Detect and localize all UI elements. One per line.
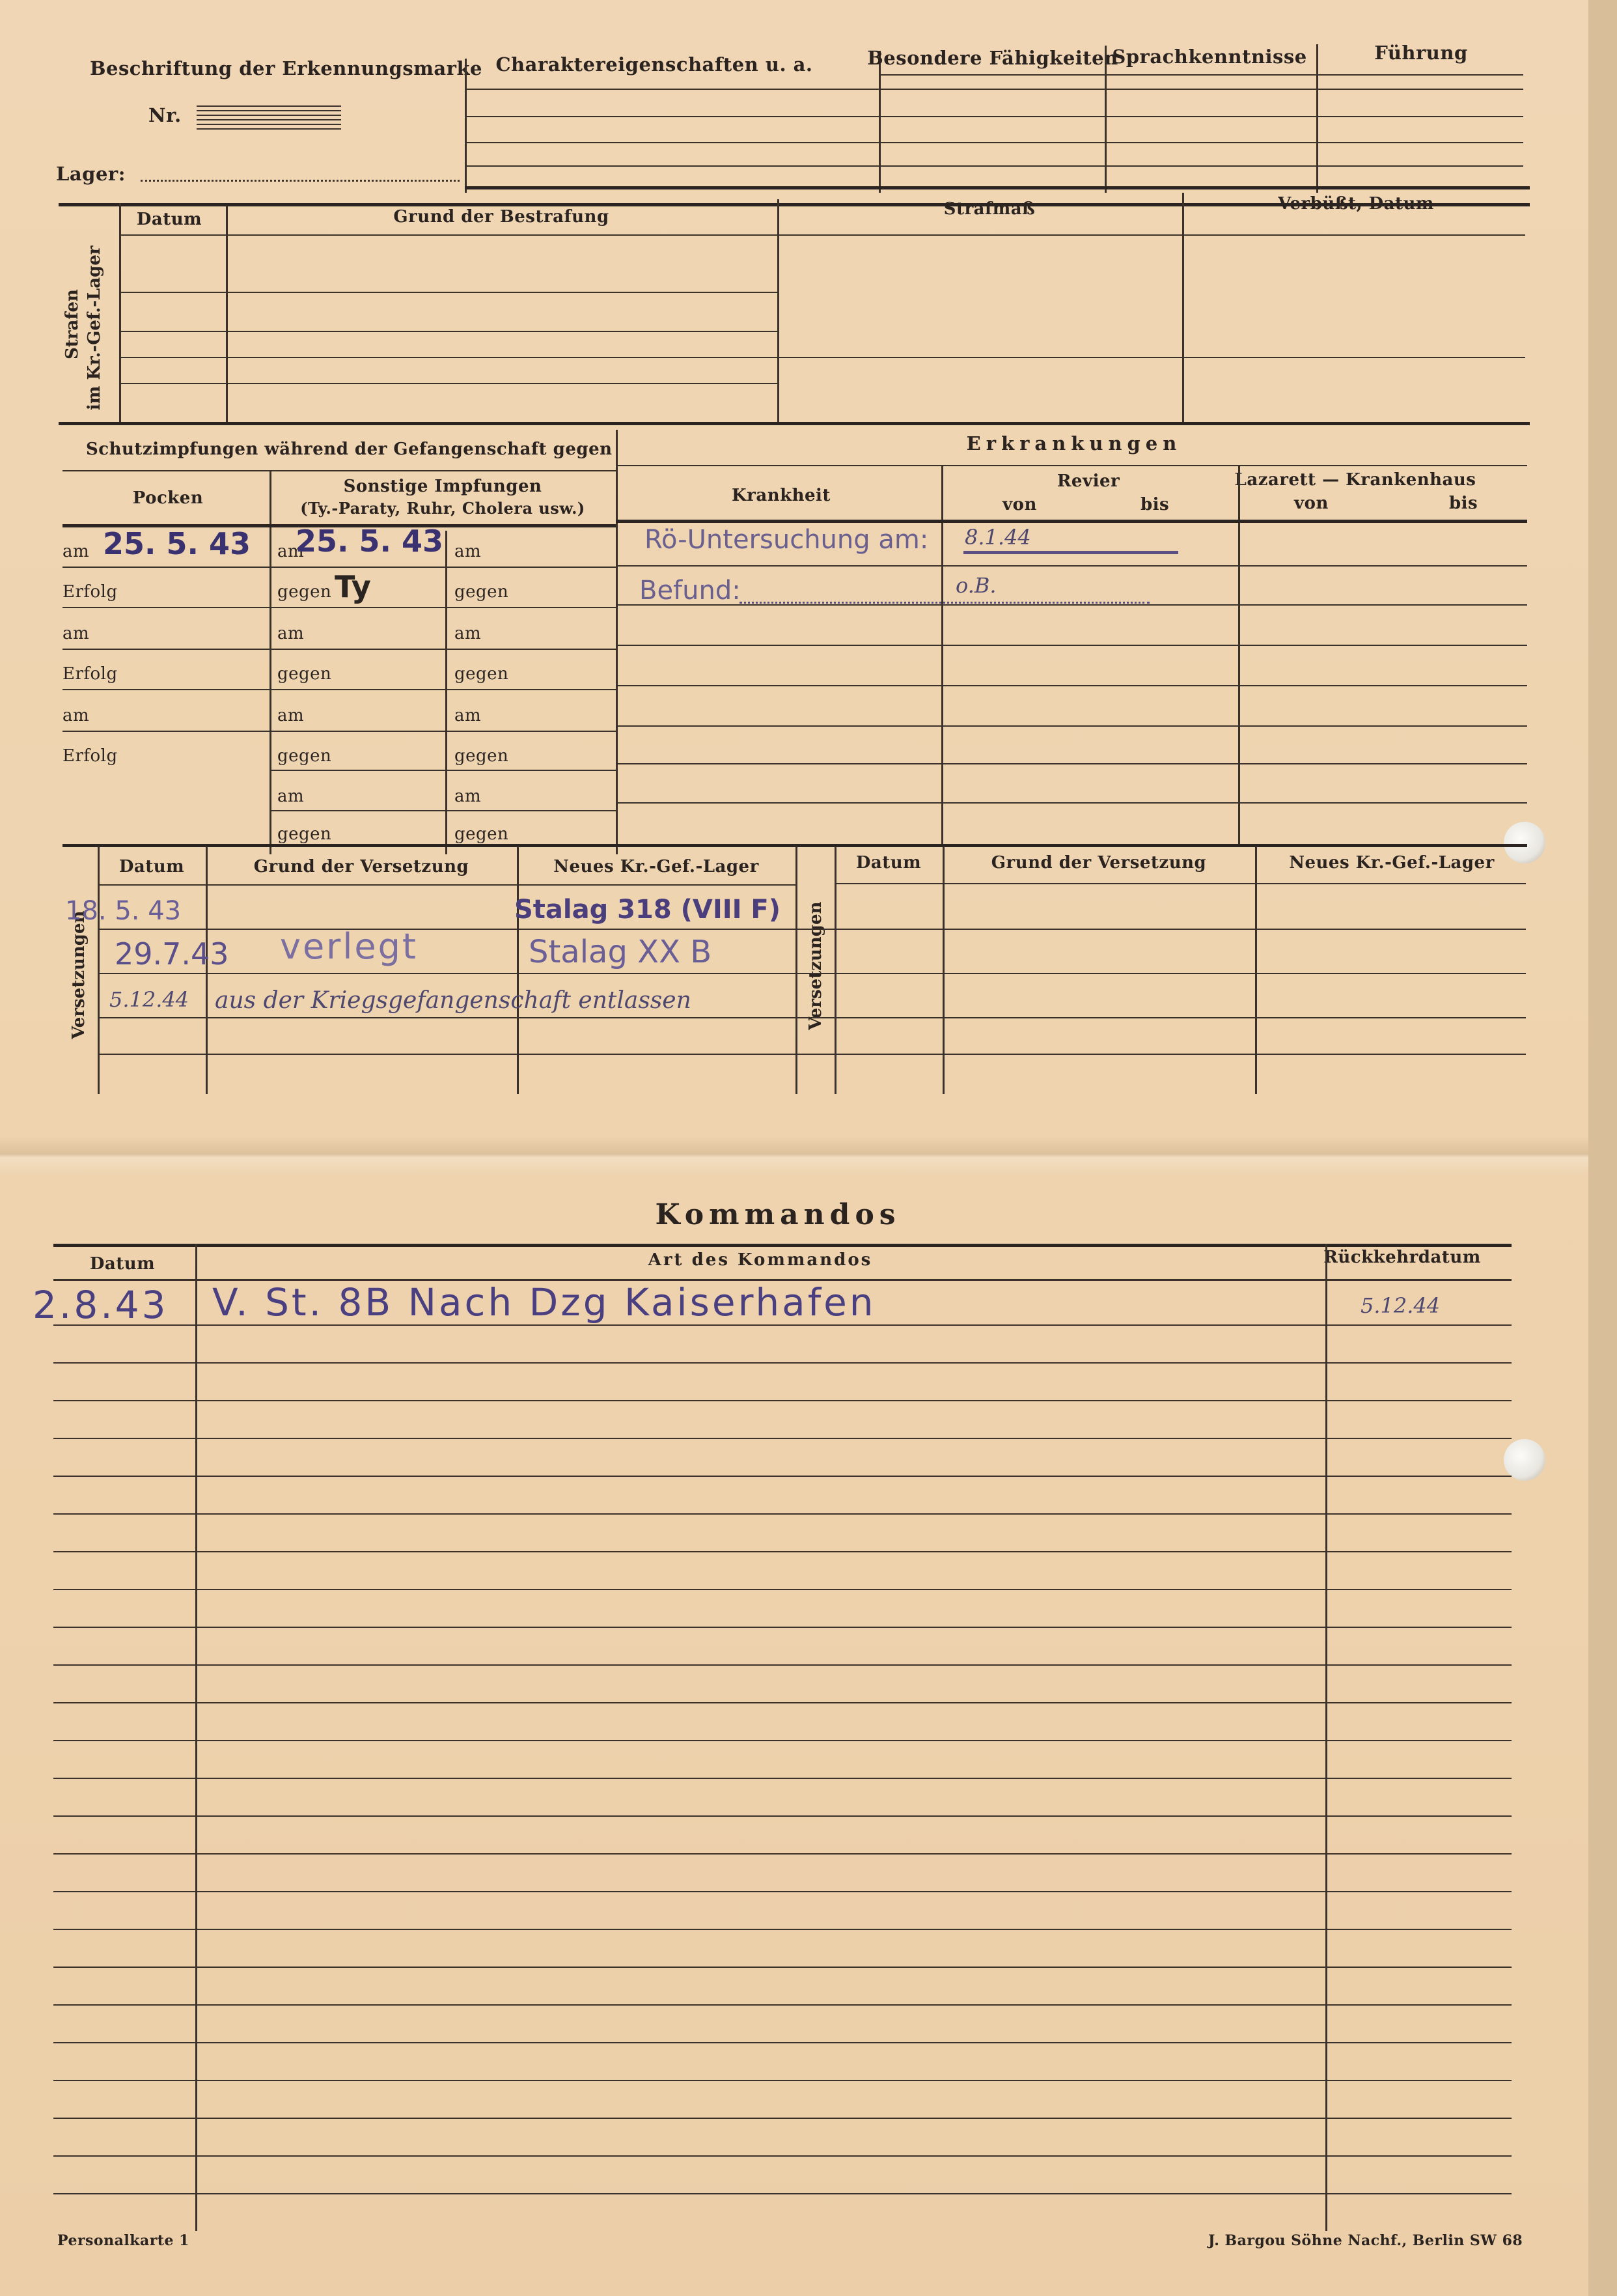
pocken-erfolg-2: Erfolg [62,664,118,684]
strafen-col-datum: Datum [136,210,202,229]
roe-date-hand: 8.1.44 [965,525,1031,550]
erkrankungen-col-krankheit: Krankheit [732,486,831,505]
kommandos-rule [53,2004,1512,2006]
kommandos-rule [53,2155,1512,2157]
kommandos-rule [53,1702,1512,1703]
charakter-label: Charaktereigenschaften u. a. [495,53,813,76]
vers-left-col-datum: Datum [118,857,185,876]
roe-label-stamp: Rö-Untersuchung am: [644,525,929,555]
vers-entry-1-datum: 18. 5. 43 [65,896,182,926]
sonstige-gegen-2: gegen [277,664,332,684]
kommandos-rule [53,1967,1512,1968]
impfungen-col-sonstige-sub: (Ty.-Paraty, Ruhr, Cholera usw.) [300,499,585,518]
strafen-col-grund: Grund der Bestrafung [393,207,609,227]
fuehrung-label: Führung [1374,42,1468,64]
sonstige-gegen-1: gegen [277,582,332,602]
kommandos-col-rueckkehr: Rückkehrdatum [1323,1248,1481,1267]
erkrankungen-title: Erkrankungen [966,432,1182,455]
befund-label-stamp: Befund: [639,576,741,606]
vers-right-col-lager: Neues Kr.-Gef.-Lager [1289,853,1495,873]
vers-right-col-grund: Grund der Versetzung [991,853,1207,873]
vers-entry-2-grund: verlegt [280,926,419,967]
kommandos-rule [53,2080,1512,2081]
erkrankungen-col-lazarett-von: von [1294,494,1329,513]
footer-right: J. Bargou Söhne Nachf., Berlin SW 68 [1208,2232,1523,2249]
sonstige2-am-2: am [454,624,482,643]
pocken-am-3: am [62,706,90,725]
sprachen-label: Sprachkenntnisse [1112,46,1307,68]
pocken-erfolg-1: Erfolg [62,582,118,602]
kommandos-rule [53,1513,1512,1515]
strafen-side-label-2: im Kr.-Gef.-Lager [85,245,104,410]
vers-left-col-grund: Grund der Versetzung [253,857,469,876]
faehigkeiten-label: Besondere Fähigkeiten [867,47,1118,69]
kommandos-rule [53,1815,1512,1817]
sonstige-am-4: am [277,787,305,806]
erkrankungen-col-revier-bis: bis [1140,495,1170,514]
strafen-col-verbuesst: Verbüßt, Datum [1278,194,1434,214]
sonstige2-gegen-4: gegen [454,824,509,844]
kommandos-rule [53,1929,1512,1930]
impfungen-title: Schutzimpfungen während der Gefangenschaft gegen [86,440,613,459]
kommandos-rule [53,1778,1512,1779]
impfungen-col-pocken: Pocken [132,488,204,508]
lager-dotted-line [141,180,460,182]
vers-left-side-label: Versetzungen [69,910,89,1039]
kommandos-rule [53,1891,1512,1892]
vers-entry-2-lager: Stalag XX B [529,934,712,970]
kommandos-rule [53,1853,1512,1855]
kommandos-rule [53,1324,1512,1326]
sonstige2-am-4: am [454,787,482,806]
erkrankungen-col-revier-von: von [1002,495,1037,514]
kommando-entry-1-datum: 2.8.43 [33,1283,169,1327]
impfungen-col-sonstige: Sonstige Impfungen [343,477,542,496]
kommando-entry-1-rueckkehr: 5.12.44 [1361,1293,1441,1318]
nr-hatch [197,105,341,132]
sonstige2-am-3: am [454,706,482,725]
vers-entry-3-datum: 5.12.44 [109,987,189,1012]
kommandos-title: Kommandos [655,1198,901,1231]
pocken-am-1: am [62,542,90,561]
strafen-col-strafmass: Strafmaß [943,199,1036,219]
kommandos-rule [53,1476,1512,1477]
kommandos-rule [53,1589,1512,1590]
sonstige2-gegen-1: gegen [454,582,509,602]
erkrankungen-col-lazarett: Lazarett — Krankenhaus [1234,470,1476,490]
kommandos-rule [53,1438,1512,1439]
sonstige2-am-1: am [454,542,482,561]
erkrankungen-col-lazarett-bis: bis [1449,494,1478,513]
sonstige-am-1: am [277,542,305,561]
punch-hole-top [1504,822,1545,863]
sonstige2-gegen-3: gegen [454,746,509,766]
sonstige2-gegen-2: gegen [454,664,509,684]
sonstige-am-2: am [277,624,305,643]
befund-value-hand: o.B. [956,573,997,598]
punch-hole-bottom [1504,1439,1545,1481]
kommandos-rule [53,2042,1512,2043]
marke-label: Beschriftung der Erkennungsmarke [90,57,483,79]
lager-label: Lager: [56,163,126,185]
vers-right-col-datum: Datum [855,853,922,873]
vers-entry-2-datum: 29.7.43 [115,936,229,972]
befund-dots [739,602,1150,604]
kommandos-col-datum: Datum [89,1254,156,1274]
sonstige-date-stamp: 25. 5. 43 [296,524,444,559]
kommandos-rule [53,1551,1512,1552]
pocken-erfolg-3: Erfolg [62,746,118,766]
roe-underline [963,551,1178,554]
pocken-am-2: am [62,624,90,643]
sonstige-type-stamp: Ty [335,569,371,604]
strafen-side-label-1: Strafen [62,289,82,359]
vers-entry-3-grund: aus der Kriegsgefangenschaft entlassen [215,987,691,1014]
kommandos-rule [53,2193,1512,2194]
pocken-date-stamp: 25. 5. 43 [103,526,251,561]
footer-left: Personalkarte 1 [57,2232,189,2249]
kommandos-rule [53,1400,1512,1401]
sonstige-gegen-4: gegen [277,824,332,844]
sonstige-am-3: am [277,706,305,725]
paper-fold [0,1136,1588,1175]
kommandos-col-art: Art des Kommandos [648,1250,873,1270]
vers-entry-1-lager: Stalag 318 (VIII F) [514,895,781,925]
erkrankungen-col-revier: Revier [1057,471,1120,491]
sonstige-gegen-3: gegen [277,746,332,766]
kommandos-rule [53,1664,1512,1666]
kommando-entry-1-art: V. St. 8B Nach Dzg Kaiserhafen [212,1280,876,1324]
vers-left-col-lager: Neues Kr.-Gef.-Lager [553,857,759,876]
nr-label: Nr. [148,104,182,126]
kommandos-rule [53,1362,1512,1364]
kommandos-rule [53,2118,1512,2119]
vers-right-side-label: Versetzungen [806,901,825,1030]
kommandos-rule [53,1627,1512,1628]
kommandos-rule [53,1740,1512,1741]
